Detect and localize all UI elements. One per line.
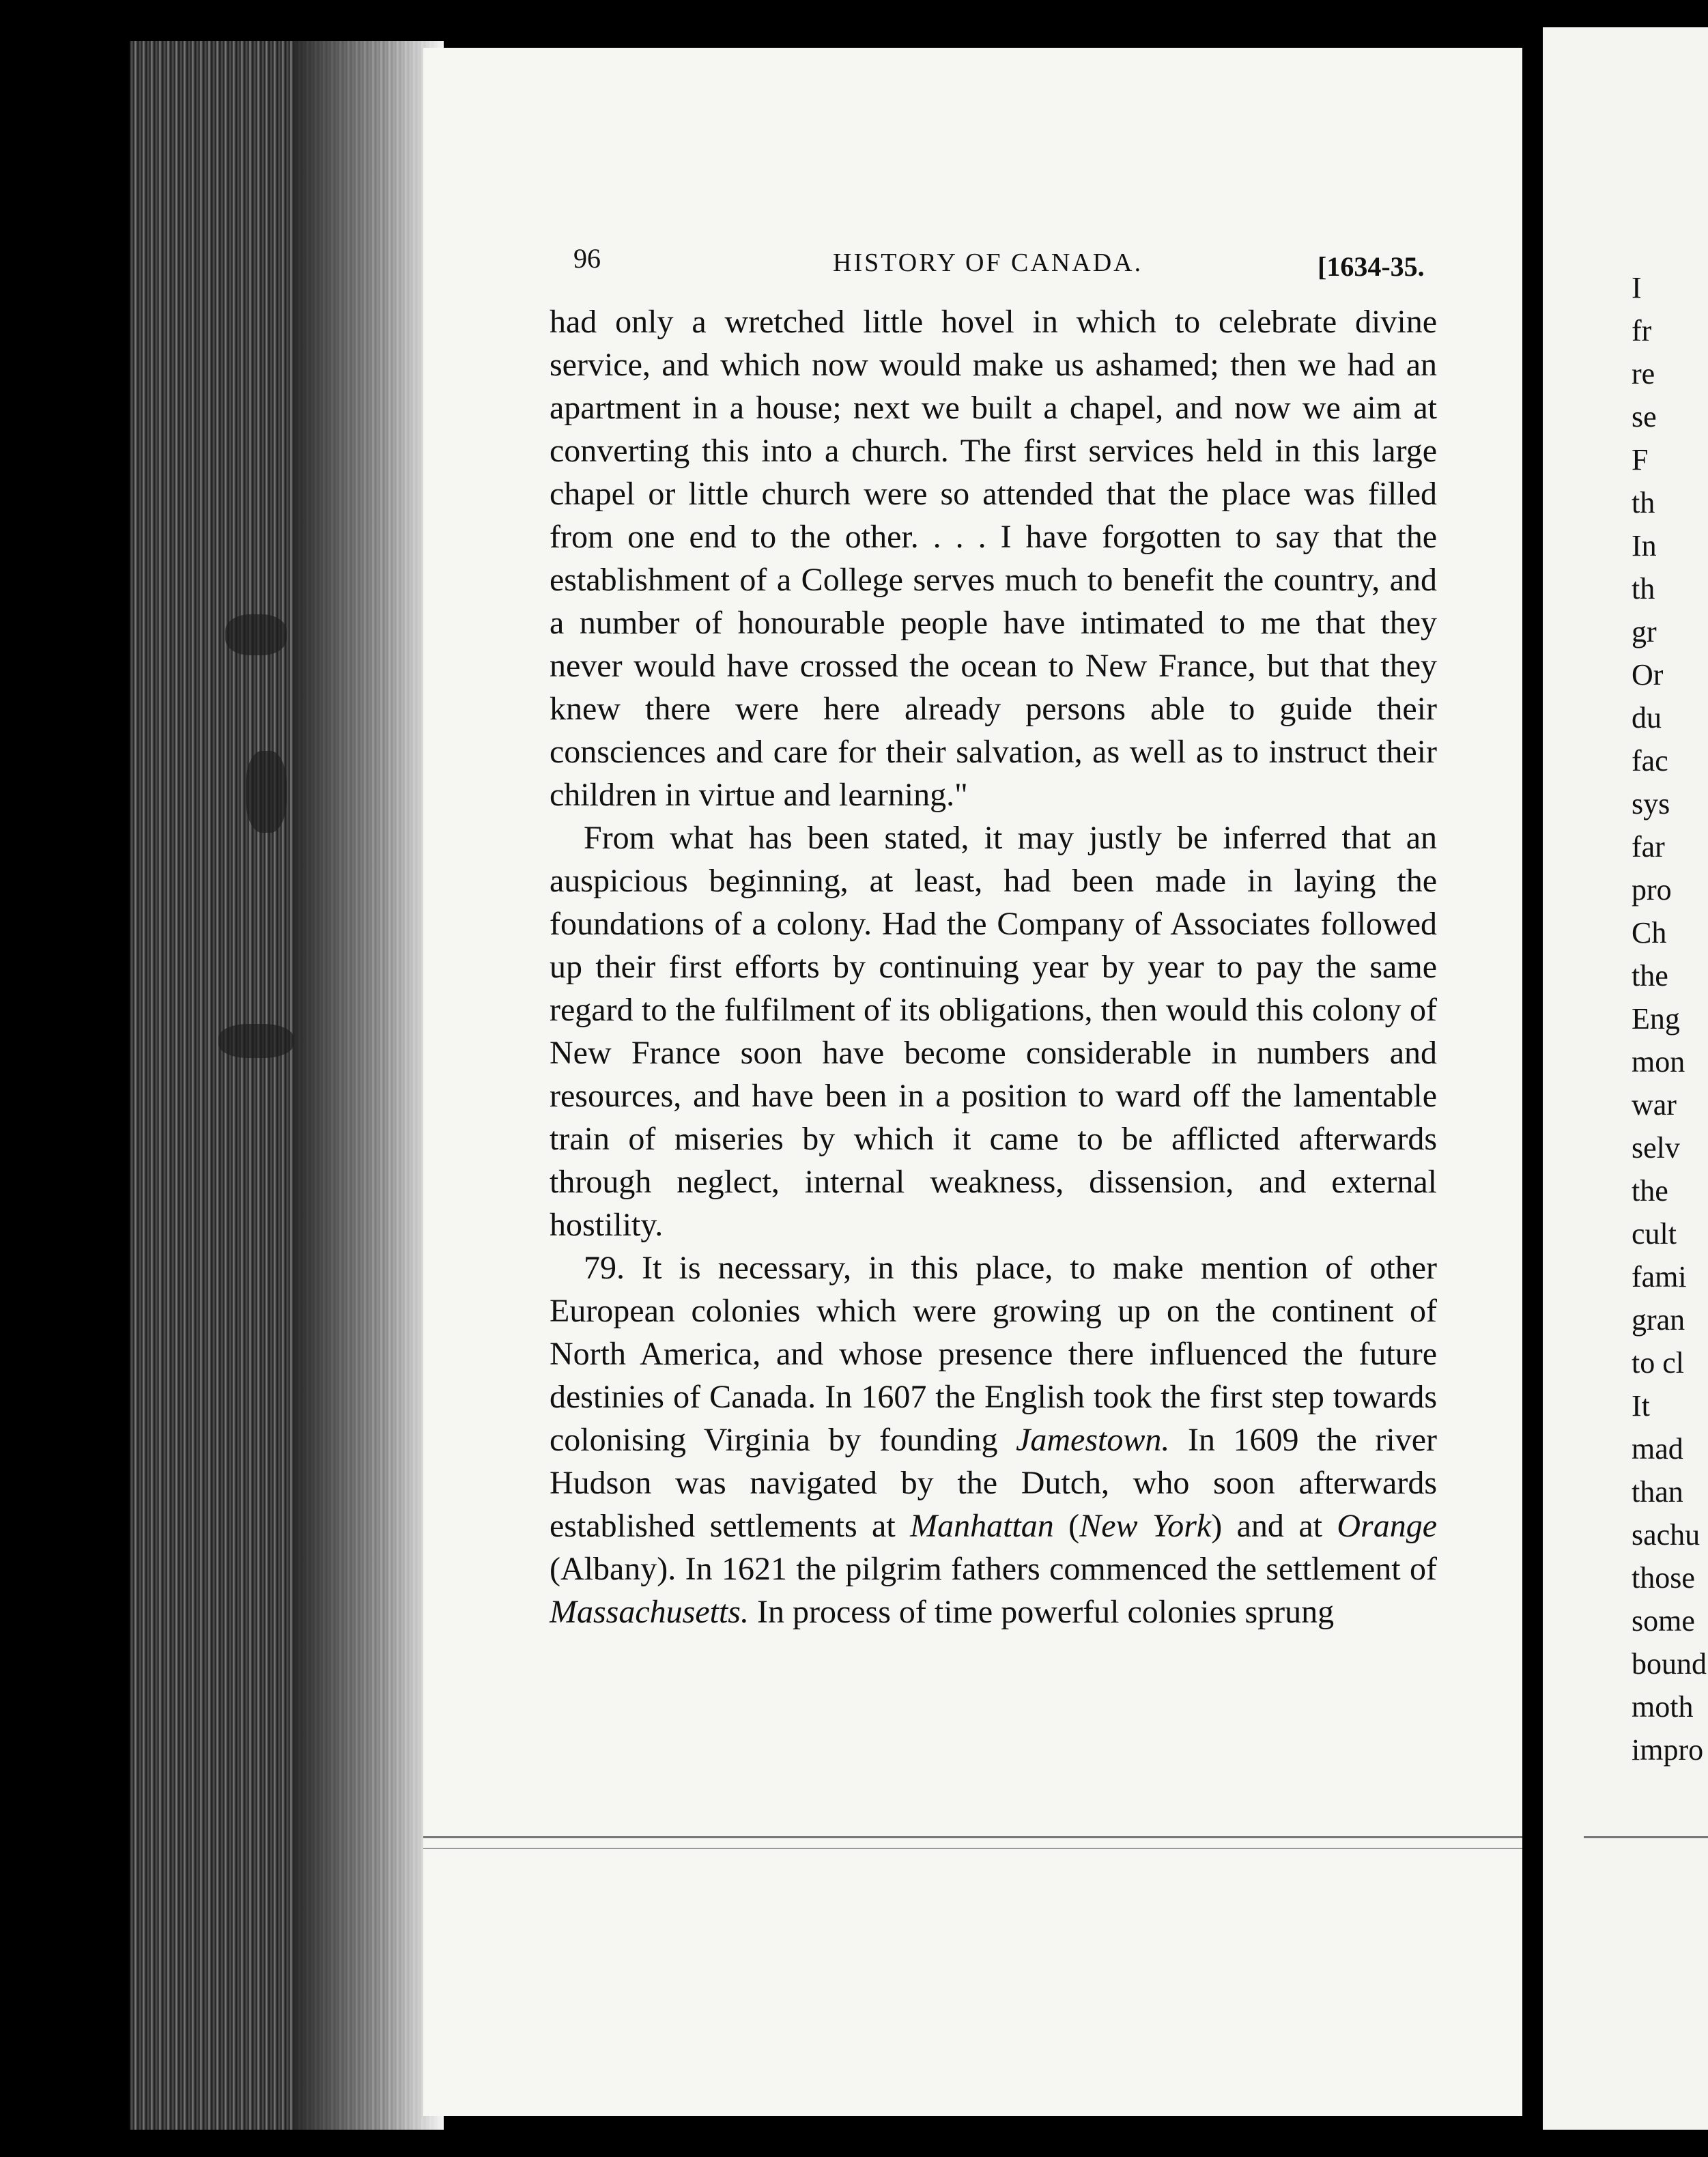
paragraph-quote: had only a wretched little hovel in which to celebrate divine service, and which now would make us ashamed; then we had an apartment in a house; next we built a chapel, and now we aim at converting this into a church. The first services held in this large chapel or little church were so attended that the place was filled from one end to the other. . . . I have forgotten to say that the establishment of a College serves much to benefit the country, and a number of honourable people have intimated to me that they never would have crossed the ocean to New France, but that they knew there were here already persons able to guide their consciences and care for their salvation, as well as to instruct their children in virtue and learning." [550, 304, 1437, 813]
fragment: fr [1632, 314, 1652, 347]
fragment: some [1632, 1604, 1695, 1638]
fragment: moth [1632, 1690, 1694, 1724]
fragment: se [1632, 400, 1657, 433]
ink-smudge [246, 751, 287, 833]
place-massachusetts: Massachusetts. [550, 1594, 749, 1630]
gutter-shadow [294, 41, 444, 2130]
text-span: (Albany). In 1621 the pilgrim fathers commenced the settlement of [550, 1551, 1437, 1587]
fragment: war [1632, 1088, 1677, 1122]
fragment: Ch [1632, 916, 1667, 949]
paragraph-79 [550, 1246, 1437, 1633]
running-title: HISTORY OF CANADA. [833, 248, 1143, 277]
fragment: gran [1632, 1303, 1685, 1337]
fragment: fac [1632, 744, 1668, 777]
fragment: fami [1632, 1260, 1687, 1294]
fragment: re [1632, 357, 1655, 390]
place-new-york: New York [1079, 1508, 1212, 1544]
paragraph-inference: From what has been stated, it may justly be inferred that an auspicious beginning, at least, had been made in laying the foundations of a colony. Had the Company of Associates followed up their first efforts by continuing year by year to pay the same regard to the fulfilment of its obligations, then would this colony of New France soon have become considerable in numbers and resources, and have been in a position to ward off the lamentable train of miseries by which it came to be afflicted afterwards through neglect, internal weakness, dissension, and external hostility. [550, 820, 1437, 1243]
text-span: In process of time powerful colonies sprung [748, 1594, 1335, 1630]
text-span: ( [1053, 1508, 1080, 1544]
fragment: than [1632, 1475, 1683, 1509]
fragment: far [1632, 830, 1665, 863]
fragment: th [1632, 572, 1655, 605]
fragment: impro [1632, 1733, 1704, 1767]
body-text [550, 300, 1437, 1633]
fragment: mad [1632, 1432, 1683, 1466]
text-span: It is necessary, in this place, to make mention of other European colonies which were growing up on the continent of North America, and whose presence there influenced the future destinies of Canada. In 1607 the English took the first step towards colonising Virginia by founding [550, 1250, 1438, 1458]
section-number: 79. [584, 1250, 625, 1286]
page-number: 96 [573, 243, 601, 274]
place-orange: Orange [1337, 1508, 1438, 1544]
bottom-rule [423, 1836, 1522, 1849]
facing-page-rule [1584, 1836, 1708, 1845]
fragment: those [1632, 1561, 1695, 1595]
page-header [573, 242, 1447, 283]
text-span: In 1609 the river Hudson was navigated by the Dutch, who soon afterwards established settlements at [550, 1422, 1438, 1544]
fragment: pro [1632, 873, 1672, 906]
fragment: cult [1632, 1217, 1677, 1251]
fragment: the [1632, 1174, 1668, 1208]
fragment: sachu [1632, 1518, 1700, 1552]
fragment: th [1632, 486, 1655, 519]
place-manhattan: Manhattan [910, 1508, 1054, 1544]
fragment: sys [1632, 787, 1670, 820]
fragment: F [1632, 443, 1649, 476]
fragment: It [1632, 1389, 1650, 1423]
facing-page-text [1632, 266, 1708, 1771]
date-range: [1634-35. [1318, 251, 1425, 282]
ink-smudge [218, 1024, 294, 1058]
fragment: Or [1632, 658, 1664, 691]
fragment: the [1632, 959, 1668, 992]
fragment: I [1632, 271, 1642, 304]
fragment: gr [1632, 615, 1657, 648]
fragment: selv [1632, 1131, 1680, 1165]
ink-smudge [225, 614, 287, 655]
text-span: ) and at [1211, 1508, 1337, 1544]
fragment: to cl [1632, 1346, 1684, 1380]
fragment: Eng [1632, 1002, 1680, 1035]
fragment: mon [1632, 1045, 1685, 1078]
fragment: du [1632, 701, 1662, 734]
fragment: bound [1632, 1647, 1707, 1681]
fragment: In [1632, 529, 1657, 562]
place-jamestown: Jamestown. [1016, 1422, 1170, 1458]
